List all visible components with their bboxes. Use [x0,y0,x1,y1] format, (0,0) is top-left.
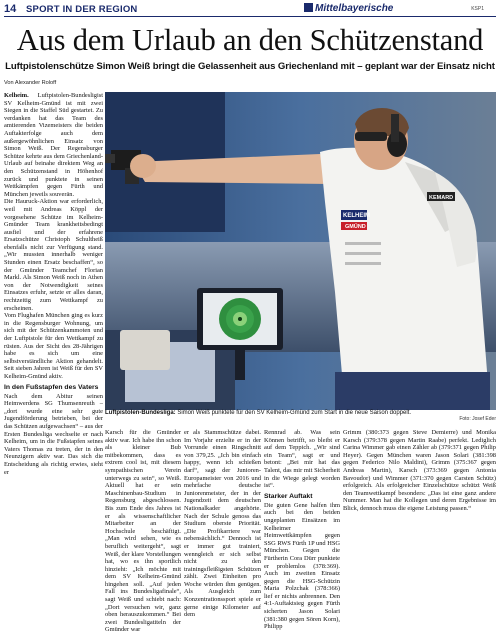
section-title: SPORT IN DER REGION [26,4,138,15]
header-rule [4,16,496,17]
brand-logo [304,3,393,14]
lead-paragraph: Vom Flughafen München ging es kurz in die Regensburger Wohnung, um sich mit der Schützenkammoten und der Luftpistole für den Wettkampf zu rüsten. Aus der Sicht des 28-Jährigen habe es sich um eine selbstverständliche Aktion gehandelt. Seit sieben Jahren ist Weiß für den SV Kelheim-Gmünd aktiv. [4,312,103,380]
column-paragraph: er als Stammschütze dabei. Im Vorjahr erzielte er in der Vorrunde einen Ringschnitt von 379,25. „Ich bin einfach happy, wenn ich schießen darf“, sagt der Junioren-Europameister von 2016 und mehrfache deutsche Juniorenmeister, der in der Jugendzeit dem deutschen Nationalkader angehörte. Nach der Schule genoss das Studium oberste Priorität. „Die Profikarriere war nebensächlich.“ Dennoch ist er immer gut trainiert, wenngleich er sich selbst nicht zu den trainingsfleißigsten Schützen zählt. Zwei Einheiten pro Woche würden ihm genügen. Als Ausgleich zum Konzentrationssport spiele er gerne einige Kilometer auf dem [184,429,261,619]
column-paragraph: Die guten Gene halfen ihm auch bei den beiden ungeplanten Einsätzen im Kelheimer Heimwettkämpfen gegen SSG RWS Fürth 1P und HSG München. Gegen die Fürtherin Cora Dürr punktete er problemlos (378:369). Auch im zweiten Einsatz gegen die HSG-Schützin Maria Polzchak (378:366) lief er nichts anbrennen. Den 4:1-Auftaktsieg gegen Fürth sicherten Jason Solari (381:380 gegen Sören Korn), Philipp [264,501,340,631]
article-headline: Aus dem Urlaub an den Schützenstand [16,23,484,57]
brand-square-icon [304,3,313,12]
subheading-vater: In den Fußstapfen des Vaters [4,383,99,391]
shirt-text-kelheim: KELHEIM [343,213,370,219]
caption-text: Simon Weiß punktete für den SV Kelheim-Gmünd zum Start in die neue Saison doppelt. [177,410,412,416]
text-column-4 [264,429,340,631]
text-column-5 [343,429,496,512]
caption-label: Luftpistolen-Bundesliga: [105,410,176,416]
photo-caption [105,410,496,426]
lead-column [4,92,103,476]
text-column-2 [105,429,181,634]
column-paragraph: Rennrad ab. Was sein Können betrifft, so bleibt er auf dem Teppich. „Wir sind ein Team“, sagt er und betont: „Bei mir hat das Talent, das mir mit Sicherheit in die Wiege gelegt worden ist“. [264,429,340,490]
page-number: 14 [4,3,17,15]
article-photo [105,92,496,410]
text-column-3 [184,429,261,619]
shirt-sponsor-text: KEMARD [429,195,454,201]
lead-paragraph: Die Hauruck-Aktion war erforderlich, weil mit Andreas Köppl der vorgesehene Schütze im Kelheim-Gmünder Team krankheitsbedingt ausfiel und der erfahrene Ersatzschütze Christoph Schultheiß ebenfalls nicht zur Verfügung stand. „Wir mussten innerhalb weniger Stunden einen Ersatz beschaffen“, so der Gmünder Teamchef Florian Markl. Als Simon Weiß noch in Athen von der Notwendigkeit seines Einsatzes erfuhr, setzte er alles daran, rechtzeitig zum Wettkampf zu erscheinen. [4,198,103,312]
dateline: Kelheim. [4,92,29,99]
lead-paragraph: Nach dem Abitur seinen Heimwerdens SG Thumsenreuth – „dort wurde eine sehr gute Jugendförderung betrieben, bei der das Schützen aufgewachsen“ – aus der Ersten Bundesliga wechselte er nach Kelheim, um in die Fußstapfen seines Vaters Thomas zu treten, der in den Neunzigern aktiv war. Das sich die Entscheidung als richtig erwies, sieht er [4,392,103,476]
lead-paragraph: Kelheim. Luftpistolen-Bundesligist SV Kelheim-Gmünd ist mit zwei Siegen in die Staffel Süd gestartet. Zu verdanken hat das Team des amtierenden Vizemeisters die beiden Auftakterfolge auch dem außergewöhnlichen Einsatz von Simon Weiß. Der Regensburger Schütze kehrte aus dem Griechenland-Urlaub auf beinahe direktem Weg an den Schützenstand in Höhenhof zurück und punktete in seinen Wettkämpfen gegen Fürth und München jeweils souverän. [4,92,103,198]
brand-name: Mittelbayerische [315,3,394,14]
column-paragraph: Grimm (380:373 gegen Steve Demierre) und Monika Karsch (379:378 gegen Martin Raabe) perfekt. Lediglich Carina Wimmer gab einen Zähler ab (379:371 gegen Philip Heyer). Gegen München waren Jason Solari (381:398 gegen Federico Nilo Maldini), Grimm (375:367 gegen Andreas Martin), Karsch (373:369 gegen Antonia Bavoudor) und Wimmer (371:370 gegen Carsten Schütz) erfolgreich. Als erfolgreicher Einzelschütze schützt Weiß den Teamwettkampf besonders: „Das ist eine ganz andere Nummer. Man hat die Kollegen und deren Ergebnisse im Blick, dennoch muss die eigene Leistung passen.“ [343,429,496,512]
article-author: Von Alexander Roloff [4,80,57,86]
photo-illustration [105,92,496,410]
subheading-auftakt: Starker Auftakt [264,492,313,500]
shirt-text-gmuend: GMÜND [345,224,366,230]
photo-credit: Foto: Josef Eder [459,416,496,422]
page-header [4,3,496,15]
column-paragraph: Karsch für die Gmünder aktiv war. Ich habe ihn schon als kleiner Bub mitbekommen, dass es extrem cool ist, mit diesem sympathischen Verein unterwegs zu sein“, so Weiß. Aktuell hat er sein Maschinenbau-Studium in Regensburg abgeschlossen. Bis zum Ende des Jahres ist er als wissenschaftlicher Mitarbeiter an der Hochschule beschäftigt. „Man wird sehen, wie es beruflich weitergeht“, sagt Weiß, der klare Vorstellungen hat, wo es ihn sportlich hinzieht: „Ich möchte mit dem SV Kelheim-Gmünd hingehen soll. „Auf jeden Fall ins Bundesligafinale“, sagt Weiß und schiebt nach: „Dort versuchen wir, ganz oben herauszukommen.“ Bei zwei Bundesligatiteln der Gmünder war [105,429,181,634]
edition-code: KSP1 [471,6,484,12]
article-subheadline: Luftpistolenschütze Simon Weiß bringt die Gelassenheit aus Griechenland mit – geplant war der Einsatz nicht [5,61,495,72]
